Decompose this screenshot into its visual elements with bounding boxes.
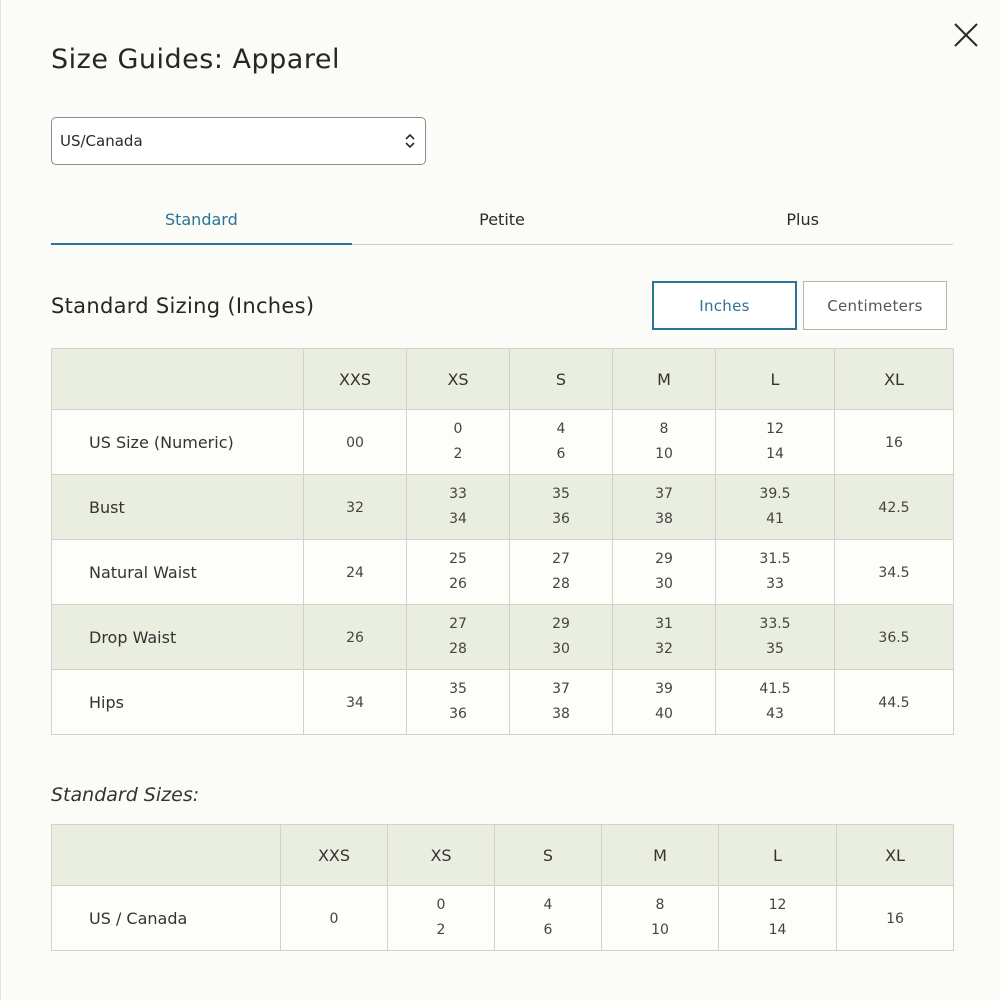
cell-value: 30 xyxy=(655,576,673,592)
cell-value: 27 xyxy=(552,551,570,567)
cell-value: 43 xyxy=(766,706,784,722)
column-header: XXS xyxy=(281,825,388,886)
inches-button[interactable]: Inches xyxy=(652,281,797,330)
table-cell xyxy=(835,670,954,735)
cell-value: 33.5 xyxy=(759,616,791,632)
table-cell xyxy=(719,886,837,951)
table-row xyxy=(52,410,954,475)
table-cell xyxy=(407,670,510,735)
table-row xyxy=(52,605,954,670)
cell-value: 29 xyxy=(552,616,570,632)
row-label: Hips xyxy=(52,670,304,735)
cell-value: 35 xyxy=(449,681,467,697)
cell-value: 30 xyxy=(552,641,570,657)
column-header: XS xyxy=(388,825,495,886)
cell-value: 39 xyxy=(655,681,673,697)
corner-cell xyxy=(52,825,281,886)
cell-value: 35 xyxy=(552,486,570,502)
cell-value: 12 xyxy=(766,421,784,437)
cell-value: 32 xyxy=(346,500,364,516)
column-header: S xyxy=(510,349,613,410)
column-header: XL xyxy=(837,825,954,886)
table-cell xyxy=(510,605,613,670)
cell-value: 8 xyxy=(655,897,665,913)
table-row xyxy=(52,886,954,951)
table-cell xyxy=(716,410,835,475)
table-row xyxy=(52,475,954,540)
region-select[interactable] xyxy=(51,117,426,165)
table-header-row xyxy=(52,349,954,410)
cell-value: 33 xyxy=(449,486,467,502)
table-header-row xyxy=(52,825,954,886)
cell-value: 0 xyxy=(329,911,339,927)
cell-value: 4 xyxy=(556,421,566,437)
cell-value: 26 xyxy=(449,576,467,592)
cell-value: 44.5 xyxy=(878,695,910,711)
table-cell xyxy=(716,670,835,735)
row-label: US / Canada xyxy=(52,886,281,951)
table-cell xyxy=(613,410,716,475)
table-cell xyxy=(495,886,602,951)
cell-value: 14 xyxy=(768,922,787,938)
table-cell xyxy=(407,540,510,605)
table-cell xyxy=(716,605,835,670)
table-cell xyxy=(716,540,835,605)
table-row xyxy=(52,670,954,735)
cell-value: 33 xyxy=(766,576,784,592)
cell-value: 4 xyxy=(543,897,553,913)
cell-value: 27 xyxy=(449,616,467,632)
cell-value: 34.5 xyxy=(878,565,910,581)
table-cell xyxy=(613,540,716,605)
table-cell xyxy=(281,886,388,951)
table-cell xyxy=(835,475,954,540)
cell-value: 31.5 xyxy=(759,551,791,567)
row-label: Drop Waist xyxy=(52,605,304,670)
cell-value: 37 xyxy=(552,681,570,697)
table-cell xyxy=(510,410,613,475)
cell-value: 38 xyxy=(552,706,570,722)
cell-value: 2 xyxy=(436,922,446,938)
sizing-table xyxy=(51,348,954,735)
table-cell xyxy=(304,540,407,605)
cell-value: 32 xyxy=(655,641,673,657)
cell-value: 0 xyxy=(436,897,446,913)
cell-value: 12 xyxy=(768,897,787,913)
cell-value: 10 xyxy=(655,446,673,462)
centimeters-button[interactable]: Centimeters xyxy=(803,281,947,330)
table-cell xyxy=(304,605,407,670)
cell-value: 16 xyxy=(886,911,904,927)
cell-value: 37 xyxy=(655,486,673,502)
table-cell xyxy=(835,410,954,475)
column-header: XL xyxy=(835,349,954,410)
cell-value: 34 xyxy=(346,695,364,711)
cell-value: 25 xyxy=(449,551,467,567)
cell-value: 36 xyxy=(552,511,570,527)
column-header: L xyxy=(716,349,835,410)
table-cell xyxy=(835,540,954,605)
modal-title: Size Guides: Apparel xyxy=(51,44,340,75)
cell-value: 26 xyxy=(346,630,364,646)
close-icon xyxy=(949,18,983,52)
table-cell xyxy=(613,605,716,670)
column-header: M xyxy=(602,825,719,886)
cell-value: 40 xyxy=(655,706,673,722)
table-cell xyxy=(304,410,407,475)
cell-value: 29 xyxy=(655,551,673,567)
table-cell xyxy=(510,475,613,540)
column-header: L xyxy=(719,825,837,886)
standard-sizes-caption: Standard Sizes: xyxy=(51,784,200,806)
column-header: S xyxy=(495,825,602,886)
table-cell xyxy=(407,410,510,475)
size-category-tabs xyxy=(51,200,953,245)
row-label: Bust xyxy=(52,475,304,540)
table-cell xyxy=(304,475,407,540)
corner-cell xyxy=(52,349,304,410)
cell-value: 6 xyxy=(543,922,553,938)
cell-value: 24 xyxy=(346,565,364,581)
cell-value: 8 xyxy=(659,421,669,437)
chevron-updown-icon xyxy=(404,132,416,150)
table-cell xyxy=(716,475,835,540)
cell-value: 14 xyxy=(766,446,784,462)
tab-petite[interactable]: Petite xyxy=(479,210,525,229)
cell-value: 41.5 xyxy=(759,681,791,697)
table-cell xyxy=(510,670,613,735)
cell-value: 36.5 xyxy=(878,630,910,646)
section-title: Standard Sizing (Inches) xyxy=(51,294,315,318)
cell-value: 36 xyxy=(449,706,467,722)
cell-value: 38 xyxy=(655,511,673,527)
table-row xyxy=(52,540,954,605)
table-cell xyxy=(602,886,719,951)
row-label: Natural Waist xyxy=(52,540,304,605)
cell-value: 2 xyxy=(453,446,463,462)
close-button[interactable] xyxy=(949,18,983,52)
standard-sizes-table xyxy=(51,824,954,951)
cell-value: 10 xyxy=(651,922,669,938)
cell-value: 41 xyxy=(766,511,784,527)
cell-value: 39.5 xyxy=(759,486,791,502)
cell-value: 34 xyxy=(449,511,467,527)
tab-standard[interactable]: Standard xyxy=(51,200,352,244)
table-cell xyxy=(835,605,954,670)
table-cell xyxy=(837,886,954,951)
table-cell xyxy=(613,670,716,735)
cell-value: 28 xyxy=(552,576,570,592)
column-header: M xyxy=(613,349,716,410)
table-cell xyxy=(388,886,495,951)
cell-value: 6 xyxy=(556,446,566,462)
region-select-value: US/Canada xyxy=(60,132,143,150)
table-cell xyxy=(510,540,613,605)
table-cell xyxy=(304,670,407,735)
table-cell xyxy=(407,475,510,540)
table-cell xyxy=(407,605,510,670)
cell-value: 0 xyxy=(453,421,463,437)
tab-plus[interactable]: Plus xyxy=(786,210,819,229)
cell-value: 42.5 xyxy=(878,500,910,516)
row-label: US Size (Numeric) xyxy=(52,410,304,475)
cell-value: 00 xyxy=(346,435,364,451)
cell-value: 31 xyxy=(655,616,673,632)
table-cell xyxy=(613,475,716,540)
column-header: XXS xyxy=(304,349,407,410)
cell-value: 35 xyxy=(766,641,784,657)
cell-value: 16 xyxy=(885,435,903,451)
column-header: XS xyxy=(407,349,510,410)
cell-value: 28 xyxy=(449,641,467,657)
